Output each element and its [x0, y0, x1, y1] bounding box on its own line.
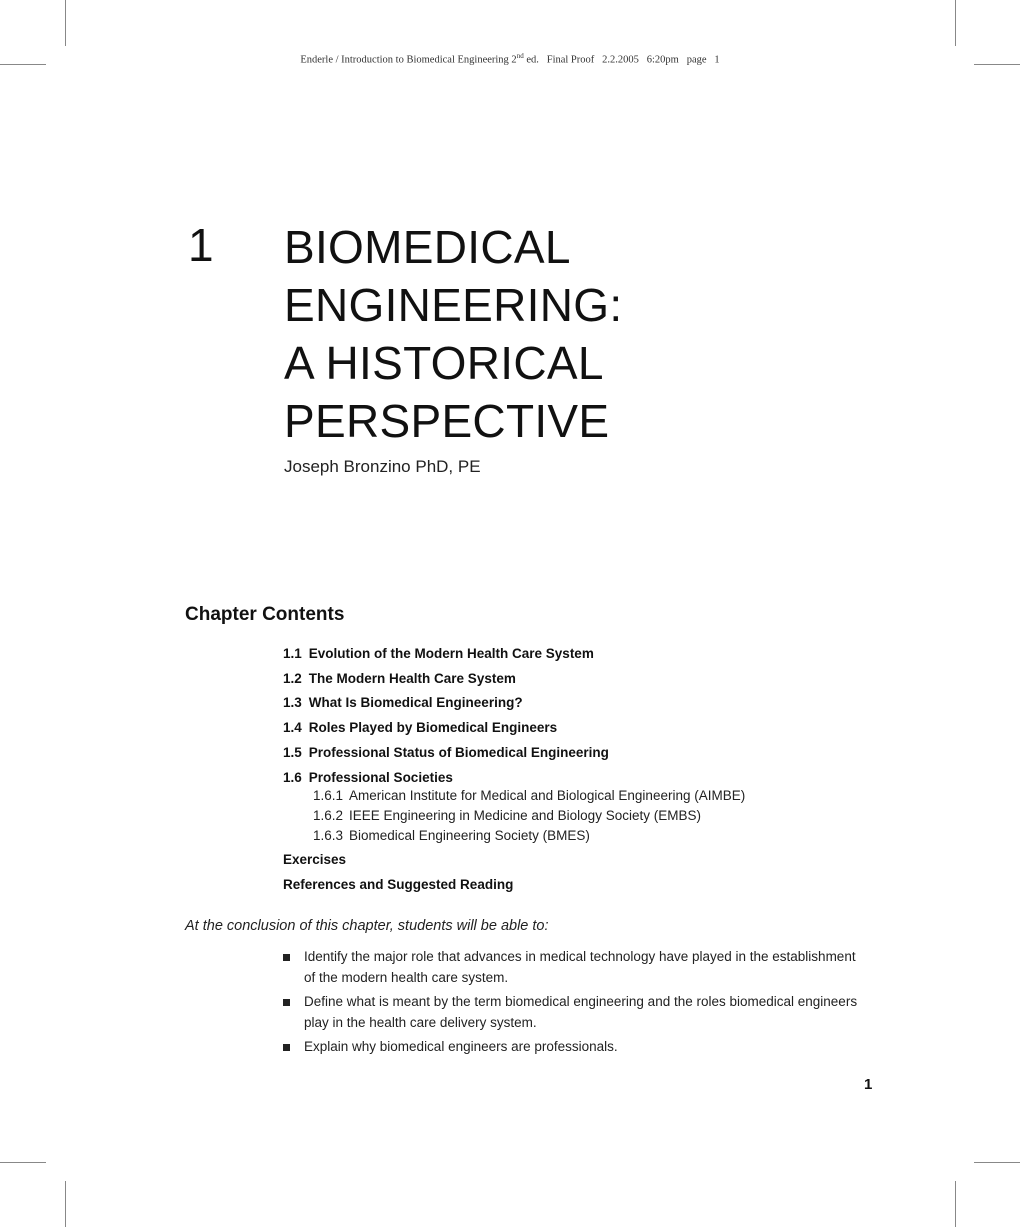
- toc-section-title: Professional Status of Biomedical Engineering: [308, 744, 609, 760]
- toc-subsection-number: 1.6.1: [313, 788, 344, 804]
- running-head-prefix: Enderle / Introduction to Biomedical Engineering 2: [300, 54, 517, 66]
- toc-section-number: 1.3: [283, 695, 302, 711]
- toc-section[interactable]: [283, 642, 903, 667]
- toc-subsection-list: [283, 786, 903, 845]
- toc-section-number: 1.6: [283, 769, 302, 785]
- toc-section-number: 1.4: [283, 720, 302, 736]
- chapter-title-line: A HISTORICAL: [284, 337, 604, 389]
- running-head-superscript: nd: [516, 52, 524, 60]
- table-of-contents: [283, 642, 903, 898]
- toc-section[interactable]: [283, 741, 903, 766]
- toc-section-number: 1.1: [283, 646, 302, 661]
- toc-subsection[interactable]: [283, 786, 903, 806]
- toc-section[interactable]: [283, 667, 903, 692]
- objective-item: [283, 1037, 863, 1058]
- page-number: 1: [864, 1076, 873, 1093]
- objective-text: Identify the major role that advances in medical technology have played in the establishment of the modern health care system.: [304, 949, 856, 985]
- objective-text: Explain why biomedical engineers are professionals.: [304, 1039, 618, 1054]
- chapter-author: Joseph Bronzino PhD, PE: [284, 457, 481, 476]
- objectives-list: [283, 947, 863, 1062]
- square-bullet-icon: [283, 954, 290, 961]
- crop-mark: [65, 1181, 66, 1227]
- toc-section-title: Roles Played by Biomedical Engineers: [308, 720, 558, 736]
- toc-subsection-title: IEEE Engineering in Medicine and Biology Society (EMBS): [349, 807, 701, 823]
- toc-subsection-title: Biomedical Engineering Society (BMES): [349, 827, 590, 843]
- crop-mark: [974, 1162, 1020, 1163]
- crop-mark: [955, 1181, 956, 1227]
- toc-section[interactable]: [283, 716, 903, 741]
- toc-subsection[interactable]: [283, 826, 903, 846]
- crop-mark: [0, 1162, 46, 1163]
- objective-item: [283, 947, 863, 988]
- crop-mark: [65, 0, 66, 46]
- running-head: [0, 52, 1020, 66]
- chapter-title: [284, 218, 884, 450]
- toc-section-title: Professional Societies: [308, 769, 453, 785]
- chapter-title-line: PERSPECTIVE: [284, 395, 610, 447]
- square-bullet-icon: [283, 999, 290, 1006]
- toc-section[interactable]: [283, 691, 903, 716]
- toc-section-number: 1.5: [283, 744, 302, 760]
- toc-section-title: Evolution of the Modern Health Care System: [308, 646, 594, 661]
- chapter-title-line: ENGINEERING:: [284, 279, 623, 331]
- chapter-title-line: BIOMEDICAL: [284, 221, 571, 273]
- contents-heading: Chapter Contents: [185, 604, 345, 625]
- objective-text: Define what is meant by the term biomedical engineering and the roles biomedical engineers play in the health care delivery system.: [304, 994, 858, 1030]
- toc-subsection[interactable]: [283, 806, 903, 826]
- toc-section-title: What Is Biomedical Engineering?: [308, 695, 523, 711]
- running-head-suffix: ed. Final Proof 2.2.2005 6:20pm page 1: [523, 54, 720, 66]
- objective-item: [283, 992, 863, 1033]
- toc-subsection-number: 1.6.2: [313, 807, 344, 823]
- toc-section-title: The Modern Health Care System: [308, 670, 516, 686]
- toc-exercises[interactable]: Exercises: [283, 852, 347, 868]
- toc-subsection-number: 1.6.3: [313, 827, 344, 843]
- square-bullet-icon: [283, 1044, 290, 1051]
- chapter-number: 1: [188, 219, 215, 271]
- crop-mark: [955, 0, 956, 46]
- toc-references[interactable]: References and Suggested Reading: [283, 877, 514, 893]
- objectives-intro: At the conclusion of this chapter, students will be able to:: [185, 918, 549, 934]
- toc-section-number: 1.2: [283, 670, 302, 686]
- toc-subsection-title: American Institute for Medical and Biological Engineering (AIMBE): [349, 788, 746, 804]
